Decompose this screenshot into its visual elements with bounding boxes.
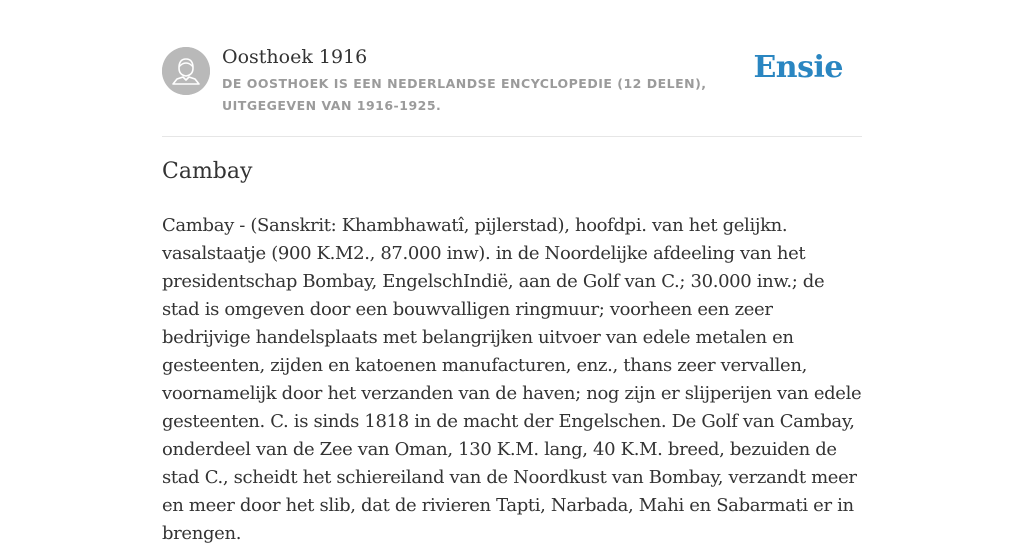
source-description: DE OOSTHOEK IS EEN NEDERLANDSE ENCYCLOPEDIE (12 DELEN), UITGEGEVEN VAN 1916-1925. [222,76,707,113]
article-body: Cambay - (Sanskrit: Khambhawatî, pijlerstad), hoofdpi. van het gelijkn. vasalstaatje (900 K.M2., 87.000 inw). in de Noordelijke afdeeling van het presidentschap Bombay, EngelschIndië, aan de Golf van C.; 30.000 inw.; de stad is omgeven door een bouwvalligen ringmuur; voorheen een zeer bedrijvige handelsplaats met belangrijken uitvoer van edele metalen en gesteenten, zijden en katoenen manufacturen, enz., thans zeer vervallen, voornamelijk door het verzanden van de haven; nog zijn er slijperijen van edele gesteenten. C. is sinds 1818 in de macht der Engelschen. De Golf van Cambay, onderdeel van de Zee van Oman, 130 K.M. lang, 40 K.M. breed, bezuiden de stad C., scheidt het schiereiland van de Noordkust van Bombay, verzandt meer en meer door het slib, dat de rivieren Tapti, Narbada, Mahi en Sabarmati er in brengen. [162,215,862,544]
source-title-link[interactable]: Oosthoek 1916 [222,46,368,68]
source-header [162,44,862,137]
ensie-logo[interactable]: Ensie [753,50,843,85]
user-avatar-icon[interactable] [162,47,210,95]
article-title: Cambay [162,159,253,184]
